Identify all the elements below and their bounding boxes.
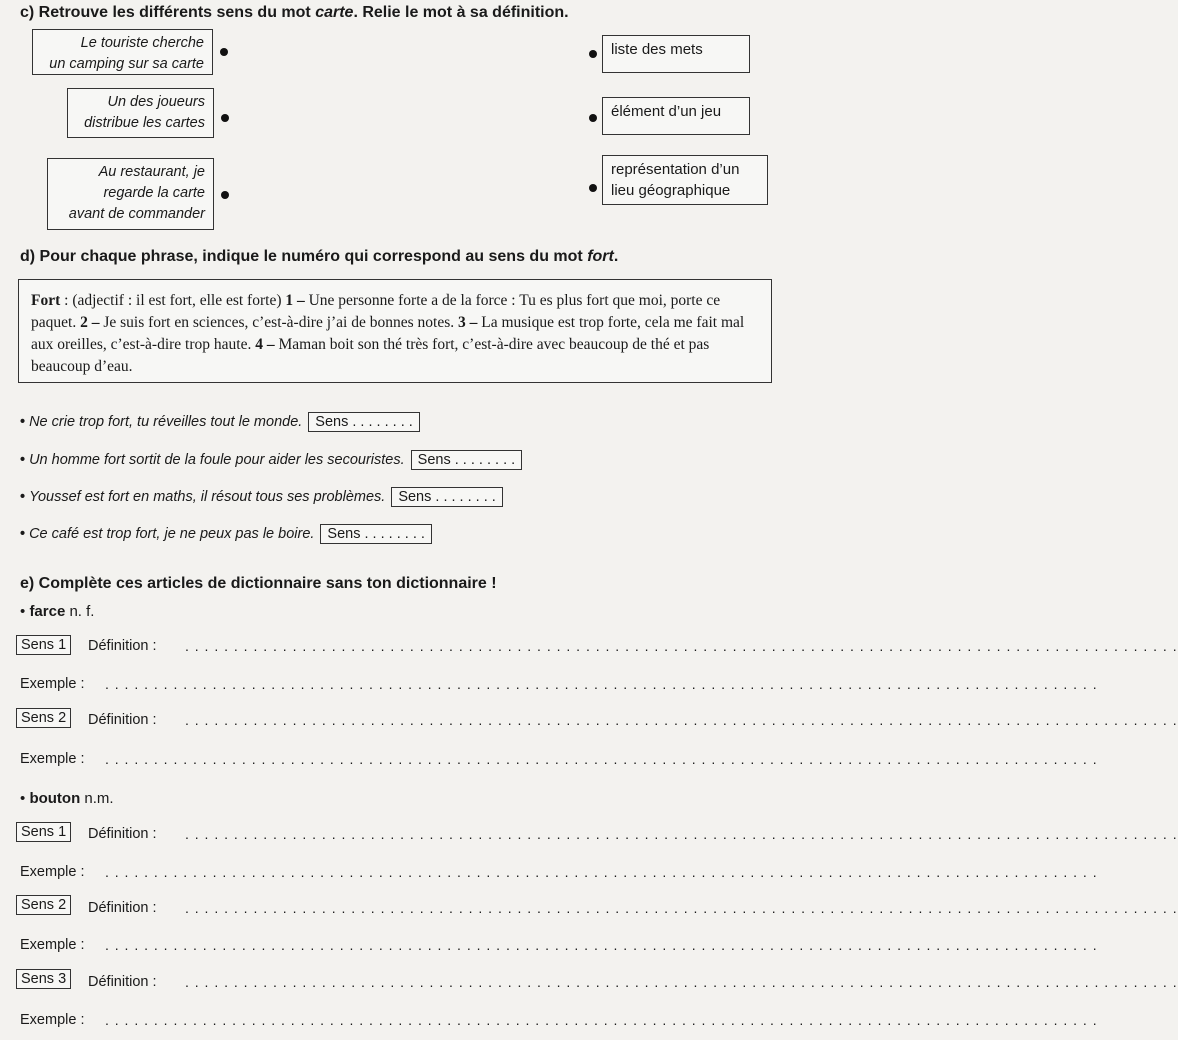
line: Le touriste cherche: [80, 35, 204, 51]
example-answer-line[interactable]: . . . . . . . . . . . . . . . . . . . . . . . . . . . . . . . . . . . . . . . . . . . . . . . . . . . . . . . . . . . . . . . . . . . . . . . . . . . . . . . . . . . . . . . . . . . . . . . . . . . . . .: [105, 1012, 1098, 1028]
headword: Fort: [31, 292, 61, 309]
example-label: Exemple :: [20, 1012, 85, 1028]
dictionary-word-farce: [20, 603, 94, 620]
dictionary-word-bouton: [20, 790, 114, 807]
fort-definition-box: [18, 279, 772, 383]
bullet: •: [20, 526, 26, 542]
sentence-3: [20, 487, 503, 507]
def-text: Je suis fort en sciences, c’est-à-dire j’ai de bonnes notes.: [99, 314, 458, 331]
title-part: c) Retrouve les différents sens du mot: [20, 4, 316, 21]
line: liste des mets: [611, 41, 703, 58]
definition-label: Définition :: [88, 826, 157, 842]
definition-label: Définition :: [88, 712, 157, 728]
grammar-tag: n.m.: [80, 790, 114, 807]
sens-tag: Sens 3: [16, 969, 71, 989]
left-sentence-2: [67, 88, 214, 138]
example-label: Exemple :: [20, 864, 85, 880]
section-c-title: [20, 4, 569, 22]
example-answer-line[interactable]: . . . . . . . . . . . . . . . . . . . . . . . . . . . . . . . . . . . . . . . . . . . . . . . . . . . . . . . . . . . . . . . . . . . . . . . . . . . . . . . . . . . . . . . . . . . . . . . . . . . . . .: [105, 751, 1098, 767]
sens-tag: Sens 1: [16, 635, 71, 655]
line: un camping sur sa carte: [49, 56, 204, 72]
example-label: Exemple :: [20, 751, 85, 767]
definition-answer-line[interactable]: . . . . . . . . . . . . . . . . . . . . . . . . . . . . . . . . . . . . . . . . . . . . . . . . . . . . . . . . . . . . . . . . . . . . . . . . . . . . . . . . . . . . . . . . . . . . . . . . . . . . . .: [185, 712, 1178, 728]
title-keyword: fort: [587, 248, 614, 265]
definition-answer-line[interactable]: . . . . . . . . . . . . . . . . . . . . . . . . . . . . . . . . . . . . . . . . . . . . . . . . . . . . . . . . . . . . . . . . . . . . . . . . . . . . . . . . . . . . . . . . . . . . . . . . . . . . . .: [185, 900, 1178, 916]
line: regarde la carte: [103, 185, 205, 201]
right-definition-1: [602, 35, 750, 73]
title-part: d) Pour chaque phrase, indique le numéro qui correspond au sens du mot: [20, 248, 588, 265]
connect-dot-right-2[interactable]: [589, 114, 597, 122]
title-keyword: carte: [315, 4, 354, 21]
line: élément d’un jeu: [611, 103, 722, 120]
def-text: La musique est trop forte, cela me fait mal aux oreilles, c’est-à-dire trop haute.: [31, 314, 745, 353]
example-answer-line[interactable]: . . . . . . . . . . . . . . . . . . . . . . . . . . . . . . . . . . . . . . . . . . . . . . . . . . . . . . . . . . . . . . . . . . . . . . . . . . . . . . . . . . . . . . . . . . . . . . . . . . . . . .: [105, 676, 1098, 692]
example-label: Exemple :: [20, 676, 85, 692]
connect-dot-left-2[interactable]: [221, 114, 229, 122]
grammar-tag: n. f.: [65, 603, 95, 620]
sens-answer-box[interactable]: Sens . . . . . . . .: [320, 524, 432, 544]
sens-answer-box[interactable]: Sens . . . . . . . .: [391, 487, 503, 507]
sentence-text: Youssef est fort en maths, il résout tous ses problèmes.: [29, 489, 386, 505]
right-definition-2: [602, 97, 750, 135]
sense-number: 2 –: [80, 314, 100, 331]
sentence-text: Un homme fort sortit de la foule pour aider les secouristes.: [29, 452, 405, 468]
left-sentence-3: [47, 158, 214, 230]
def-text: Une personne forte a de la force : Tu es plus fort que moi, porte ce paquet.: [31, 292, 721, 331]
line: représentation d’un: [611, 161, 740, 178]
connect-dot-left-3[interactable]: [221, 191, 229, 199]
section-e-title: e) Complète ces articles de dictionnaire sans ton dictionnaire !: [20, 575, 497, 592]
title-part: .: [613, 248, 619, 265]
sense-number: 1 –: [285, 292, 305, 309]
sens-tag: Sens 1: [16, 822, 71, 842]
line: distribue les cartes: [84, 115, 205, 131]
sentence-2: [20, 450, 522, 470]
bullet: •: [20, 489, 26, 505]
example-answer-line[interactable]: . . . . . . . . . . . . . . . . . . . . . . . . . . . . . . . . . . . . . . . . . . . . . . . . . . . . . . . . . . . . . . . . . . . . . . . . . . . . . . . . . . . . . . . . . . . . . . . . . . . . . .: [105, 864, 1098, 880]
sentence-1: [20, 412, 420, 432]
sens-tag: Sens 2: [16, 895, 71, 915]
definition-answer-line[interactable]: . . . . . . . . . . . . . . . . . . . . . . . . . . . . . . . . . . . . . . . . . . . . . . . . . . . . . . . . . . . . . . . . . . . . . . . . . . . . . . . . . . . . . . . . . . . . . . . . . . . . . .: [185, 974, 1178, 990]
definition-label: Définition :: [88, 974, 157, 990]
connect-dot-left-1[interactable]: [220, 48, 228, 56]
connect-dot-right-1[interactable]: [589, 50, 597, 58]
example-label: Exemple :: [20, 937, 85, 953]
line: Au restaurant, je: [98, 164, 205, 180]
sentence-text: Ce café est trop fort, je ne peux pas le boire.: [29, 526, 315, 542]
headword: bouton: [29, 790, 81, 807]
def-text: : (adjectif : il est fort, elle est forte): [60, 292, 286, 309]
title-part: . Relie le mot à sa définition.: [353, 4, 569, 21]
sentence-4: [20, 524, 432, 544]
headword: farce: [29, 603, 66, 620]
left-sentence-1: [32, 29, 213, 75]
right-definition-3: [602, 155, 768, 205]
sens-tag: Sens 2: [16, 708, 71, 728]
line: lieu géographique: [611, 182, 731, 199]
bullet: •: [20, 603, 26, 620]
sentence-text: Ne crie trop fort, tu réveilles tout le monde.: [29, 414, 303, 430]
def-text: Maman boit son thé très fort, c’est-à-dire avec beaucoup de thé et pas beaucoup d’eau.: [31, 336, 710, 375]
bullet: •: [20, 790, 26, 807]
bullet: •: [20, 452, 26, 468]
bullet: •: [20, 414, 26, 430]
line: Un des joueurs: [107, 94, 205, 110]
sens-answer-box[interactable]: Sens . . . . . . . .: [411, 450, 523, 470]
sense-number: 3 –: [457, 314, 478, 331]
definition-label: Définition :: [88, 900, 157, 916]
example-answer-line[interactable]: . . . . . . . . . . . . . . . . . . . . . . . . . . . . . . . . . . . . . . . . . . . . . . . . . . . . . . . . . . . . . . . . . . . . . . . . . . . . . . . . . . . . . . . . . . . . . . . . . . . . . .: [105, 937, 1098, 953]
definition-label: Définition :: [88, 638, 157, 654]
connect-dot-right-3[interactable]: [589, 184, 597, 192]
section-d-title: [20, 248, 618, 266]
line: avant de commander: [68, 206, 205, 222]
sens-answer-box[interactable]: Sens . . . . . . . .: [308, 412, 420, 432]
definition-answer-line[interactable]: . . . . . . . . . . . . . . . . . . . . . . . . . . . . . . . . . . . . . . . . . . . . . . . . . . . . . . . . . . . . . . . . . . . . . . . . . . . . . . . . . . . . . . . . . . . . . . . . . . . . . .: [185, 826, 1178, 842]
definition-answer-line[interactable]: . . . . . . . . . . . . . . . . . . . . . . . . . . . . . . . . . . . . . . . . . . . . . . . . . . . . . . . . . . . . . . . . . . . . . . . . . . . . . . . . . . . . . . . . . . . . . . . . . . . . . .: [185, 638, 1178, 654]
sense-number: 4 –: [255, 336, 275, 353]
